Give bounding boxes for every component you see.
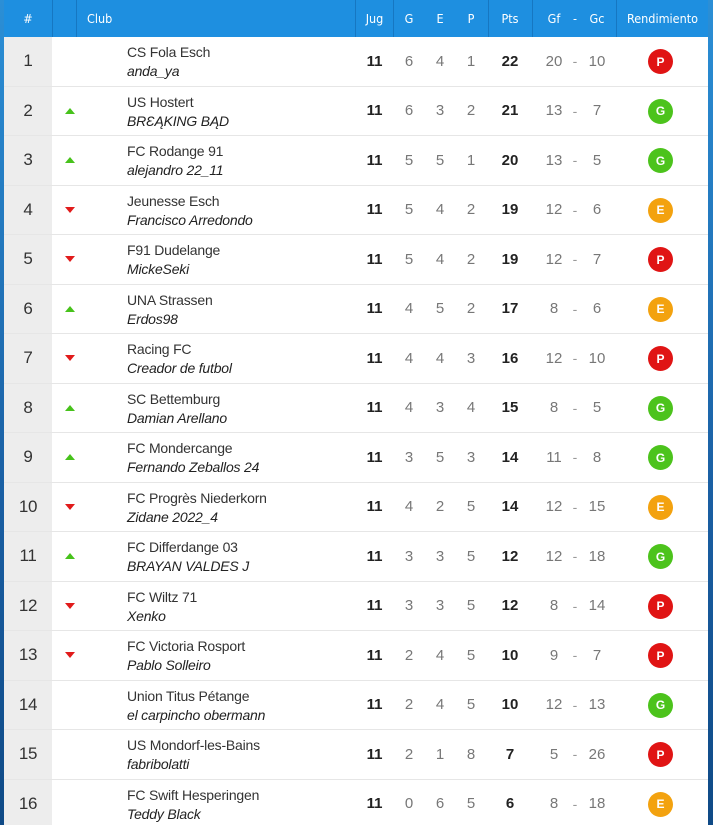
points: 22: [501, 52, 519, 70]
col-rendimiento[interactable]: Rendimiento: [627, 11, 698, 26]
club-name[interactable]: FC Mondercange: [127, 440, 233, 456]
goals-separator: -: [572, 449, 578, 466]
position-number: 11: [4, 532, 52, 581]
goals-separator: -: [572, 399, 578, 416]
position-number: 8: [4, 384, 52, 433]
goals-separator: -: [572, 647, 578, 664]
performance-badge: G: [648, 445, 673, 470]
matches-played: 11: [366, 399, 383, 417]
goals-against: 5: [592, 151, 602, 169]
standings-table: [4, 0, 708, 825]
club-name[interactable]: US Hostert: [127, 93, 194, 110]
goals-against: 7: [592, 102, 602, 120]
trend-down-icon: [65, 355, 75, 361]
trend-up-icon: [65, 553, 75, 559]
goals-against: 10: [588, 52, 606, 70]
col-position[interactable]: #: [23, 11, 33, 26]
position-number: 5: [4, 235, 52, 284]
losses: 5: [466, 547, 476, 565]
matches-played: 11: [366, 597, 383, 615]
col-gc[interactable]: Gc: [589, 11, 605, 26]
table-row[interactable]: [4, 235, 708, 285]
draws: 3: [435, 597, 445, 615]
performance-badge: P: [648, 247, 673, 272]
club-name[interactable]: FC Swift Hesperingen: [127, 786, 260, 803]
performance-badge: P: [648, 49, 673, 74]
position-number: 6: [4, 285, 52, 334]
matches-played: 11: [366, 52, 383, 70]
table-row[interactable]: [4, 87, 708, 137]
points: 20: [501, 151, 519, 169]
wins: 3: [404, 448, 414, 466]
manager-name[interactable]: anda_ya: [127, 63, 180, 79]
manager-name[interactable]: fabribolatti: [127, 756, 190, 772]
draws: 6: [435, 795, 445, 813]
goals-for: 8: [549, 399, 559, 417]
goals-for: 12: [545, 349, 563, 367]
losses: 2: [466, 250, 476, 268]
col-jug[interactable]: Jug: [365, 11, 384, 26]
trend-up-icon: [65, 405, 75, 411]
matches-played: 11: [366, 201, 383, 219]
goals-for: 13: [545, 102, 563, 120]
goals-for: 12: [545, 696, 563, 714]
table-row[interactable]: [4, 384, 708, 434]
position-number: 10: [4, 483, 52, 532]
table-row[interactable]: [4, 730, 708, 780]
wins: 6: [404, 102, 414, 120]
club-cell[interactable]: [127, 538, 357, 576]
table-row[interactable]: [4, 532, 708, 582]
goals-separator: -: [572, 548, 578, 565]
draws: 5: [435, 300, 445, 318]
goals-against: 6: [592, 201, 602, 219]
performance-badge: G: [648, 544, 673, 569]
losses: 1: [466, 151, 476, 169]
losses: 8: [466, 745, 476, 763]
table-row[interactable]: [4, 37, 708, 87]
manager-name[interactable]: Teddy Black: [127, 805, 201, 822]
club-cell[interactable]: [127, 43, 357, 81]
position-number: 13: [4, 631, 52, 680]
manager-name[interactable]: BRAYAN VALDES J: [127, 558, 250, 574]
manager-name[interactable]: MickeSeki: [127, 261, 189, 277]
club-cell[interactable]: [127, 340, 357, 378]
club-cell[interactable]: [127, 390, 357, 428]
trend-up-icon: [65, 306, 75, 312]
position-number: 3: [4, 136, 52, 185]
matches-played: 11: [366, 498, 383, 516]
goals-for: 12: [545, 250, 563, 268]
losses: 4: [466, 399, 476, 417]
position-number: 4: [4, 186, 52, 235]
performance-badge: P: [648, 594, 673, 619]
goals-for: 9: [549, 646, 559, 664]
club-cell[interactable]: [127, 687, 357, 725]
wins: 4: [404, 498, 414, 516]
losses: 5: [466, 696, 476, 714]
trend-down-icon: [65, 256, 75, 262]
matches-played: 11: [366, 250, 383, 268]
manager-name[interactable]: alejandro 22_11: [127, 162, 224, 178]
position-number: 16: [4, 780, 52, 825]
wins: 5: [404, 201, 414, 219]
wins: 6: [404, 52, 414, 70]
table-row[interactable]: [4, 186, 708, 236]
club-name[interactable]: FC Differdange 03: [127, 539, 238, 555]
club-cell[interactable]: [127, 241, 357, 279]
club-cell[interactable]: [127, 588, 357, 626]
manager-name[interactable]: Pablo Solleiro: [127, 657, 211, 673]
club-name[interactable]: SC Bettemburg: [127, 390, 221, 407]
trend-down-icon: [65, 603, 75, 609]
points: 12: [501, 597, 519, 615]
goals-against: 5: [592, 399, 602, 417]
club-name[interactable]: FC Progrès Niederkorn: [127, 489, 267, 506]
points: 16: [501, 349, 519, 367]
matches-played: 11: [366, 547, 383, 565]
goals-separator: -: [572, 350, 578, 367]
goals-separator: -: [572, 597, 578, 614]
club-cell[interactable]: [127, 736, 357, 774]
col-club[interactable]: Club: [87, 11, 113, 26]
goals-against: 14: [588, 597, 606, 615]
col-dash: -: [572, 11, 578, 26]
position-number: 9: [4, 433, 52, 482]
manager-name[interactable]: Francisco Arredondo: [127, 211, 253, 228]
position-number: 7: [4, 334, 52, 383]
goals-separator: -: [572, 251, 578, 268]
goals-separator: -: [572, 300, 578, 317]
trend-up-icon: [65, 157, 75, 163]
draws: 4: [435, 696, 445, 714]
wins: 4: [404, 349, 414, 367]
club-cell[interactable]: [127, 93, 357, 131]
goals-separator: -: [572, 152, 578, 169]
draws: 5: [435, 448, 445, 466]
goals-against: 18: [588, 547, 606, 565]
goals-for: 8: [549, 597, 559, 615]
losses: 5: [466, 795, 476, 813]
club-cell[interactable]: [127, 439, 357, 477]
draws: 4: [435, 250, 445, 268]
performance-badge: P: [648, 643, 673, 668]
trend-up-icon: [65, 454, 75, 460]
trend-down-icon: [65, 652, 75, 658]
goals-for: 8: [549, 300, 559, 318]
club-name[interactable]: FC Rodange 91: [127, 143, 224, 159]
points: 14: [501, 448, 519, 466]
wins: 2: [404, 745, 414, 763]
table-row[interactable]: [4, 681, 708, 731]
wins: 4: [404, 300, 414, 318]
table-row[interactable]: [4, 433, 708, 483]
performance-badge: E: [648, 495, 673, 520]
goals-separator: -: [572, 746, 578, 763]
performance-badge: P: [648, 346, 673, 371]
table-row[interactable]: [4, 334, 708, 384]
position-number: 2: [4, 87, 52, 136]
club-name[interactable]: Racing FC: [127, 341, 192, 357]
goals-separator: -: [572, 696, 578, 713]
points: 19: [501, 201, 519, 219]
draws: 4: [435, 52, 445, 70]
matches-played: 11: [366, 795, 383, 813]
losses: 5: [466, 498, 476, 516]
goals-for: 5: [549, 745, 559, 763]
trend-up-icon: [65, 108, 75, 114]
manager-name[interactable]: BRƐĄKING BĄD: [127, 112, 229, 129]
goals-against: 8: [592, 448, 602, 466]
points: 6: [505, 795, 515, 813]
goals-against: 7: [592, 646, 602, 664]
club-cell[interactable]: [127, 637, 357, 675]
table-row[interactable]: [4, 483, 708, 533]
performance-badge: G: [648, 396, 673, 421]
losses: 2: [466, 102, 476, 120]
manager-name[interactable]: el carpincho obermann: [127, 706, 266, 723]
matches-played: 11: [366, 448, 383, 466]
club-name[interactable]: F91 Dudelange: [127, 242, 221, 258]
draws: 5: [435, 151, 445, 169]
wins: 2: [404, 696, 414, 714]
table-row[interactable]: [4, 285, 708, 335]
losses: 3: [466, 349, 476, 367]
goals-against: 26: [588, 745, 606, 763]
matches-played: 11: [366, 102, 383, 120]
matches-played: 11: [366, 696, 383, 714]
goals-for: 12: [545, 498, 563, 516]
matches-played: 11: [366, 745, 383, 763]
club-cell[interactable]: [127, 142, 357, 180]
points: 12: [501, 547, 519, 565]
draws: 4: [435, 646, 445, 664]
performance-badge: E: [648, 297, 673, 322]
goals-against: 15: [588, 498, 606, 516]
goals-separator: -: [572, 53, 578, 70]
manager-name[interactable]: Creador de futbol: [127, 360, 232, 376]
position-number: 14: [4, 681, 52, 730]
points: 19: [501, 250, 519, 268]
goals-against: 18: [588, 795, 606, 813]
points: 10: [501, 696, 519, 714]
manager-name[interactable]: Zidane 2022_4: [127, 508, 218, 525]
goals-against: 6: [592, 300, 602, 318]
table-row[interactable]: [4, 136, 708, 186]
draws: 3: [435, 102, 445, 120]
manager-name[interactable]: Damian Arellano: [127, 409, 227, 426]
table-row[interactable]: [4, 582, 708, 632]
draws: 3: [435, 399, 445, 417]
draws: 4: [435, 349, 445, 367]
points: 17: [501, 300, 519, 318]
losses: 3: [466, 448, 476, 466]
position-number: 1: [4, 37, 52, 86]
club-name[interactable]: UNA Strassen: [127, 291, 213, 308]
draws: 1: [435, 745, 445, 763]
club-cell[interactable]: [127, 786, 357, 824]
wins: 3: [404, 547, 414, 565]
performance-badge: E: [648, 792, 673, 817]
performance-badge: E: [648, 198, 673, 223]
performance-badge: G: [648, 148, 673, 173]
goals-for: 12: [545, 547, 563, 565]
goals-against: 13: [588, 696, 606, 714]
col-e[interactable]: E: [436, 11, 444, 26]
losses: 5: [466, 646, 476, 664]
club-cell[interactable]: [127, 291, 357, 329]
goals-for: 20: [545, 52, 563, 70]
losses: 5: [466, 597, 476, 615]
points: 21: [501, 102, 519, 120]
goals-against: 7: [592, 250, 602, 268]
wins: 3: [404, 597, 414, 615]
manager-name[interactable]: Erdos98: [127, 310, 178, 327]
goals-separator: -: [572, 498, 578, 515]
col-g[interactable]: G: [404, 11, 414, 26]
club-name[interactable]: Jeunesse Esch: [127, 192, 220, 209]
matches-played: 11: [366, 151, 383, 169]
draws: 3: [435, 547, 445, 565]
club-name[interactable]: Union Titus Pétange: [127, 687, 250, 704]
points: 7: [505, 745, 515, 763]
performance-badge: G: [648, 99, 673, 124]
points: 10: [501, 646, 519, 664]
goals-separator: -: [572, 201, 578, 218]
club-name[interactable]: FC Victoria Rosport: [127, 638, 246, 654]
performance-badge: P: [648, 742, 673, 767]
position-number: 15: [4, 730, 52, 779]
losses: 2: [466, 300, 476, 318]
club-cell[interactable]: [127, 192, 357, 230]
trend-down-icon: [65, 207, 75, 213]
col-p[interactable]: P: [467, 11, 475, 26]
col-gf[interactable]: Gf: [547, 11, 561, 26]
club-cell[interactable]: [127, 489, 357, 527]
matches-played: 11: [366, 646, 383, 664]
wins: 5: [404, 250, 414, 268]
club-name[interactable]: US Mondorf-les-Bains: [127, 737, 260, 753]
goals-for: 11: [546, 448, 562, 466]
table-header: [4, 0, 708, 37]
matches-played: 11: [366, 349, 383, 367]
goals-separator: -: [572, 795, 578, 812]
wins: 4: [404, 399, 414, 417]
goals-separator: -: [572, 102, 578, 119]
wins: 5: [404, 151, 414, 169]
goals-against: 10: [588, 349, 606, 367]
points: 14: [501, 498, 519, 516]
losses: 2: [466, 201, 476, 219]
manager-name[interactable]: Fernando Zeballos 24: [127, 459, 260, 475]
table-row[interactable]: [4, 780, 708, 825]
club-name[interactable]: FC Wiltz 71: [127, 588, 198, 605]
manager-name[interactable]: Xenko: [127, 607, 166, 624]
draws: 4: [435, 201, 445, 219]
wins: 2: [404, 646, 414, 664]
performance-badge: G: [648, 693, 673, 718]
trend-down-icon: [65, 504, 75, 510]
goals-for: 8: [549, 795, 559, 813]
matches-played: 11: [366, 300, 383, 318]
losses: 1: [466, 52, 476, 70]
draws: 2: [435, 498, 445, 516]
col-pts[interactable]: Pts: [501, 11, 519, 26]
table-row[interactable]: [4, 631, 708, 681]
goals-for: 13: [545, 151, 563, 169]
position-number: 12: [4, 582, 52, 631]
goals-for: 12: [545, 201, 563, 219]
wins: 0: [404, 795, 414, 813]
club-name[interactable]: CS Fola Esch: [127, 44, 211, 60]
points: 15: [501, 399, 519, 417]
